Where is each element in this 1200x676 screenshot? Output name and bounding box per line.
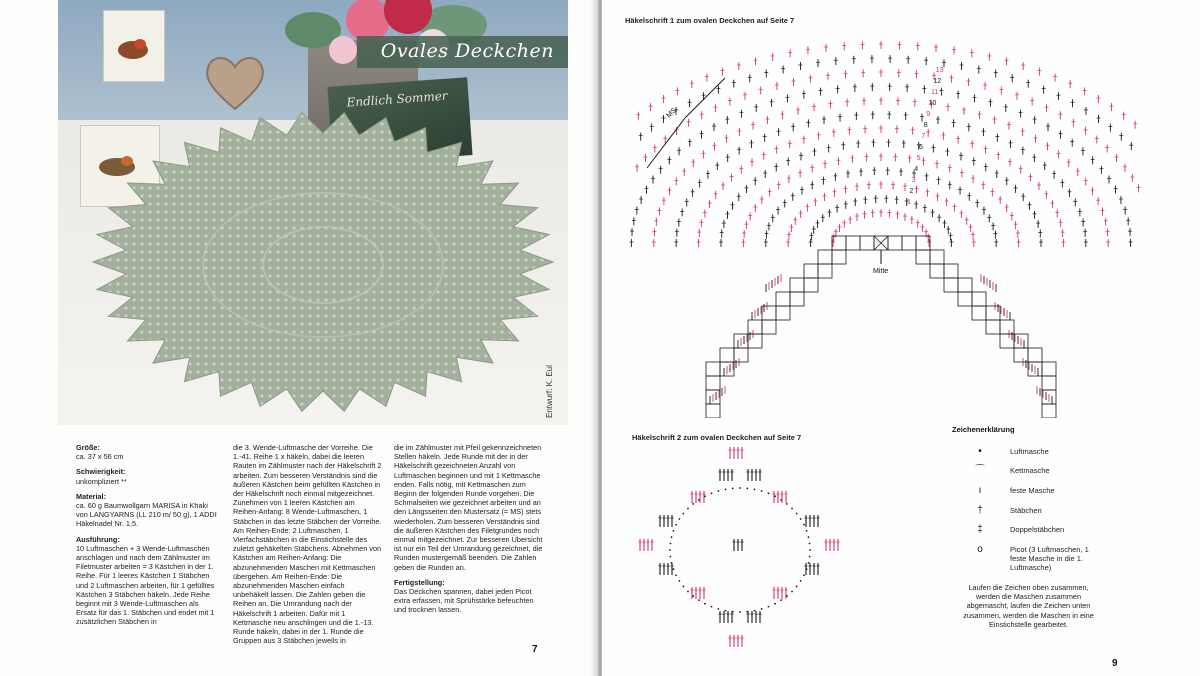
round-number: 9 <box>926 111 931 118</box>
round-number: 8 <box>923 122 928 129</box>
round-number: 3 <box>911 177 916 184</box>
page-number-right: 9 <box>1112 658 1118 669</box>
round-numbers <box>907 67 944 206</box>
designer-credit: Entwurf: K. Eul <box>545 365 554 418</box>
left-page <box>0 0 598 676</box>
size-text: ca. 37 x 56 cm <box>76 452 124 462</box>
material-text: ca. 60 g Baumwollgarn MARISA in Khaki von LANGYARNS (LL 210 m/ 50 g), 1 ADDI Häkelnadel Nr. 1,5. <box>76 501 217 529</box>
bar-icon: ı <box>978 485 982 496</box>
double-cross-icon: ‡ <box>977 524 983 535</box>
round-number: 6 <box>919 144 923 151</box>
difficulty-heading: Schwierigkeit: <box>76 467 126 477</box>
round-number: 2 <box>909 188 914 195</box>
doily-graphic <box>58 0 568 425</box>
finishing-text: Das Deckchen spannen, dabei jeden Picot extra erfassen, mit Sprühstärke befeuchten und trocknen lassen. <box>394 587 534 615</box>
text-column-3 <box>394 443 543 615</box>
round-number: 5 <box>916 155 921 162</box>
dot-icon: • <box>978 446 982 457</box>
legend-title: Zeichenerklärung <box>952 425 1015 434</box>
finishing-heading: Fertigstellung: <box>394 577 445 587</box>
round-number: 7 <box>921 133 926 140</box>
diamond-motif <box>639 447 840 647</box>
execution-text: 10 Luftmaschen + 3 Wende-Luftmaschen anschlagen und nach dem Zählmuster im Filetmuster arbeiten = 3 Kästchen in der 1. Reihe. Für 1 leeres Kästchen 1 Stäbchen und 2 Luftmaschen arbeiten, für 1 gefülltes Kästchen 3 Stäbchen häkeln. Jede Reihe beginnt mit 3 Wende-Luftmaschen als Ersatz für das 1. Stäbchen und endet mit 1 zusätzlichen Stäbchen in <box>76 543 215 627</box>
round-number: 1 <box>907 199 911 206</box>
arc-icon: ⌒ <box>975 465 985 476</box>
difficulty-text: unkompliziert ** <box>76 476 127 486</box>
ms-bracket <box>647 118 685 168</box>
chart-1-title: Häkelschrift 1 zum ovalen Deckchen auf Seite 7 <box>625 16 795 25</box>
text-column-2 <box>233 443 382 645</box>
ms-bracket-2 <box>685 78 725 118</box>
execution-heading: Ausführung: <box>76 534 120 544</box>
round-number: 12 <box>933 78 942 85</box>
chart-2-title: Häkelschrift 2 zum ovalen Deckchen auf Seite 7 <box>632 433 802 442</box>
crochet-chart-2 <box>630 445 860 660</box>
ms-label: MS <box>665 107 678 120</box>
tcross-icon: † <box>977 505 983 516</box>
border-fans <box>629 41 1140 404</box>
text-column-1 <box>76 443 217 627</box>
crochet-chart-1 <box>625 28 1145 418</box>
doily-photo <box>58 0 568 425</box>
round-number: 13 <box>935 67 944 74</box>
size-heading: Größe: <box>76 443 100 452</box>
page-title: Ovales Deckchen <box>380 40 554 62</box>
legend: Zeichenerklärung • Luftmasche ⌒ Kettmasche ı feste Masche † Stäbchen ‡ Doppelstäbchen o Picot (3 Luftmaschen, 1 feste Masche in die 1. Luftmasche) <box>952 425 1097 434</box>
column-3-text: die im Zählmuster mit Pfeil gekennzeichneten Stellen häkeln. Jede Runde mit der in der Häkelschrift gezeichneten Anzahl von Luftmaschen beginnen und mit 1 Kettmasche enden. Falls nötig, mit Kettmaschen zum Beginn der folgenden Runde vorgehen. Die Schmalseiten wie gezeichnet arbeiten und an den Längsseiten den Mustersatz (= MS) stets wiederholen. Zum besseren Verständnis sind die äußeren Kästchen des Filetgrundes noch einmal mitgezeichnet. Zur besseren Übersicht ist nur ein Teil der Umrandung gezeichnet, die Runden mustergemäß beenden. Die Zahlen geben die Runden an. <box>394 443 543 572</box>
round-number: 10 <box>928 100 937 107</box>
legend-note: Laufen die Zeichen oben zusammen, werden die Maschen zusammen abgemascht, laufen die Zeichen unten zusammen, werden die Maschen in eine Einstichstelle gearbeitet. <box>963 583 1094 629</box>
column-2-text: die 3. Wende-Luftmasche der Vorreihe. Die 1.-41. Reihe 1 x häkeln, dabei die leeren Rauten im Zählmuster nach der Häkelschrift 2 arbeiten. Zum besseren Verständnis sind die äußeren Kästchen beim gefüllten Kästchen in der Häkelschrift noch einmal mitgezeichnet. Zunehmen von 1 leeren Kästchen am Reihen-Anfang: 8 Wende-Luftmaschen, 1 Stäbchen in das letzte Stäbchen der Vorreihe. Am Reihen-Ende: 2 Luftmaschen, 1 Vierfachstäbchen in die Einstichstelle des zuletzt gehäkelten Stäbchens. Abnehmen von Kästchen am Reihen-Anfang: Die abzunehmenden Maschen mit Kettmaschen übergehen. Am Reihen-Ende: Die abzunehmenden Maschen einfach unbehäkelt lassen. Die Zahlen geben die Reihen an. Die Umrandung nach der Häkelschrift 1 arbeiten. Dafür mit 1 Kettmasche neu anschlingen und die 1.-13. Runde häkeln, dabei in der 1. Runde die Gruppen aus 3 Stäbchen jeweils in <box>233 443 382 646</box>
greeting-card-text: Endlich Sommer <box>346 88 448 110</box>
ring-icon: o <box>977 544 983 555</box>
material-heading: Material: <box>76 491 107 501</box>
round-number: 11 <box>931 89 939 96</box>
page-number-left: 7 <box>532 644 538 655</box>
mitte-label: Mitte <box>873 268 889 275</box>
round-number: 4 <box>914 166 919 173</box>
